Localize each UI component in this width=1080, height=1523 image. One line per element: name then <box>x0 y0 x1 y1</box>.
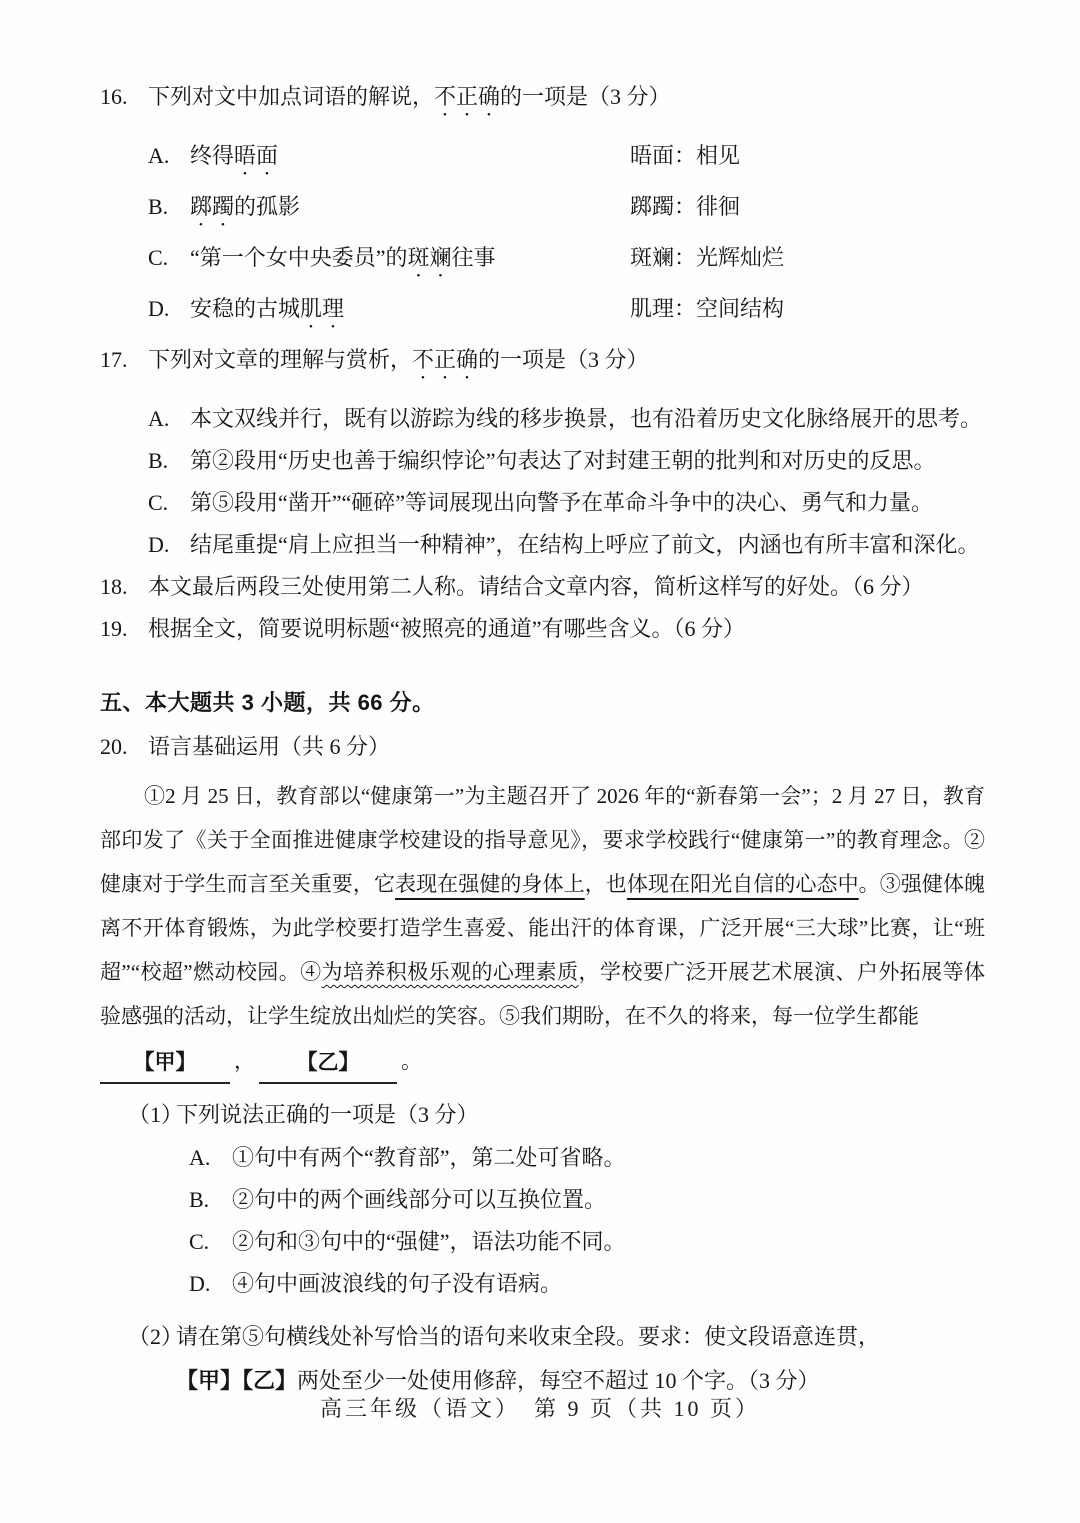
question-18-text: 本文最后两段三处使用第二人称。请结合文章内容，简析这样写的好处。（6 分） <box>148 574 924 599</box>
option-text: 本文双线并行，既有以游踪为线的移步换景，也有沿着历史文化脉络展开的思考。 <box>190 406 983 431</box>
option-text: 第②段用“历史也善于编织悖论”句表达了对封建王朝的批判和对历史的反思。 <box>190 448 936 473</box>
passage-wavy-underlined: 为培养积极乐观的心理素质 <box>321 960 579 984</box>
sub2-text-pre: 请在第⑤句横线处补写恰当的语句来收束全段。要求：使文段语意连贯， <box>176 1324 881 1349</box>
option-text: ①句中有两个“教育部”，第二处可省略。 <box>232 1145 626 1170</box>
question-18-number: 18. <box>100 574 128 599</box>
option-text: “第一个女中央委员”的斑斓往事 <box>190 245 496 270</box>
passage-underlined-1: 表现在强健的身体上 <box>395 872 585 896</box>
blank-separator-comma: ， <box>234 1049 255 1073</box>
blank-yi: 【乙】 <box>259 1044 397 1084</box>
option-label: C. <box>189 1229 210 1254</box>
option-text: ②句中的两个画线部分可以互换位置。 <box>232 1187 607 1212</box>
option-label: C. <box>148 490 169 515</box>
page-footer: 高三年级（语文） 第 9 页（共 10 页） <box>319 1396 760 1421</box>
passage-underlined-2: 体现在阳光自信的心态中 <box>626 872 859 896</box>
question-17-stem-emphasized: 不正确 <box>412 347 479 372</box>
sub2-number: （2） <box>128 1324 184 1349</box>
question-17-option-b <box>100 446 985 476</box>
question-19-number: 19. <box>100 616 128 641</box>
sub1-option-a <box>100 1143 985 1173</box>
option-text: 终得晤面 <box>190 143 279 168</box>
question-17-stem-post: 的一项是（3 分） <box>478 347 649 372</box>
option-gloss: 踯躅：徘徊 <box>630 194 741 219</box>
option-gloss: 斑斓：光辉灿烂 <box>630 245 785 270</box>
sub1-option-b <box>100 1185 985 1215</box>
question-16 <box>100 82 985 333</box>
question-16-stem <box>100 82 985 121</box>
option-label: B. <box>189 1187 210 1212</box>
question-16-number: 16. <box>100 84 128 109</box>
sub1-stem-text: 下列说法正确的一项是（3 分） <box>176 1102 479 1127</box>
option-label: B. <box>148 448 169 473</box>
fill-in-blank-line <box>100 1038 985 1084</box>
section-5-heading: 五、本大题共 3 小题，共 66 分。 <box>100 690 435 715</box>
blank-jia: 【甲】 <box>100 1044 230 1084</box>
option-label: D. <box>189 1271 211 1296</box>
passage-segment: ，学校要广泛开展艺术展演、户外拓展等体验感强的活动，让学生绽放出灿烂的笑容。⑤我们期盼，在不久的将来，每一位学生都能 <box>100 960 985 1028</box>
passage-segment: ①2 月 25 日，教育部以“健康第一”为主题召开了 2026 年的“新春第一会”；2 月 27 日，教育部印发了《关于全面推进健康学校建设的指导意见》，要求学校践行“健康第一”的教育理念。②健康对于学生而言至关重要，它 <box>100 784 985 896</box>
question-20-passage <box>100 774 985 1038</box>
option-text: 安稳的古城肌理 <box>190 296 345 321</box>
option-text: ④句中画波浪线的句子没有语病。 <box>232 1271 563 1296</box>
question-17-stem <box>100 345 985 384</box>
passage-segment: ，也 <box>584 872 627 896</box>
option-text: 第⑤段用“凿开”“砸碎”等词展现出向警予在革命斗争中的决心、勇气和力量。 <box>190 490 934 515</box>
option-label: A. <box>148 143 170 168</box>
question-20-title: 语言基础运用（共 6 分） <box>148 734 391 759</box>
question-16-option-a <box>100 141 985 180</box>
blank-end-period: 。 <box>401 1049 422 1073</box>
passage-segment: 。③强健体魄离不开体育锻炼，为此学校要打造学生喜爱、能出汗的体育课，广泛开展“三大球”比赛，让“班超”“校超”燃动校园。④ <box>100 872 986 984</box>
option-gloss: 肌理：空间结构 <box>630 296 785 321</box>
question-16-option-d <box>100 294 985 333</box>
option-label: B. <box>148 194 169 219</box>
question-20-sub1-stem <box>100 1100 985 1130</box>
question-20-number: 20. <box>100 734 128 759</box>
sub2-bold-brackets: 【甲】【乙】 <box>176 1368 298 1393</box>
question-17-number: 17. <box>100 347 128 372</box>
sub1-option-d <box>100 1269 985 1299</box>
option-text: 结尾重提“肩上应担当一种精神”，在结构上呼应了前文，内涵也有所丰富和深化。 <box>190 532 980 557</box>
question-20-sub2 <box>100 1315 985 1403</box>
option-label: A. <box>189 1145 211 1170</box>
question-19 <box>100 614 985 644</box>
question-20-title-line <box>100 732 985 762</box>
question-19-text: 根据全文，简要说明标题“被照亮的通道”有哪些含义。（6 分） <box>148 616 746 641</box>
question-16-stem-pre: 下列对文中加点词语的解说， <box>148 84 435 109</box>
sub2-text-post: 两处至少一处使用修辞，每空不超过 10 个字。（3 分） <box>297 1368 820 1393</box>
question-18 <box>100 572 985 602</box>
option-label: D. <box>148 296 170 321</box>
question-16-option-b <box>100 192 985 231</box>
question-17-option-d <box>100 530 985 560</box>
question-17-stem-pre: 下列对文章的理解与赏析， <box>148 347 413 372</box>
question-17 <box>100 345 985 560</box>
question-17-option-c <box>100 488 985 518</box>
question-16-option-c <box>100 243 985 282</box>
sub1-option-c <box>100 1227 985 1257</box>
option-label: A. <box>148 406 170 431</box>
question-17-option-a <box>100 404 985 434</box>
question-20 <box>100 732 985 1403</box>
option-gloss: 晤面：相见 <box>630 143 741 168</box>
option-label: C. <box>148 245 169 270</box>
option-text: ②句和③句中的“强健”，语法功能不同。 <box>232 1229 626 1254</box>
question-16-stem-emphasized: 不正确 <box>434 84 501 109</box>
question-16-stem-post: 的一项是（3 分） <box>500 84 671 109</box>
option-label: D. <box>148 532 170 557</box>
option-text: 踯躅的孤影 <box>190 194 301 219</box>
sub1-number: （1） <box>128 1102 184 1127</box>
